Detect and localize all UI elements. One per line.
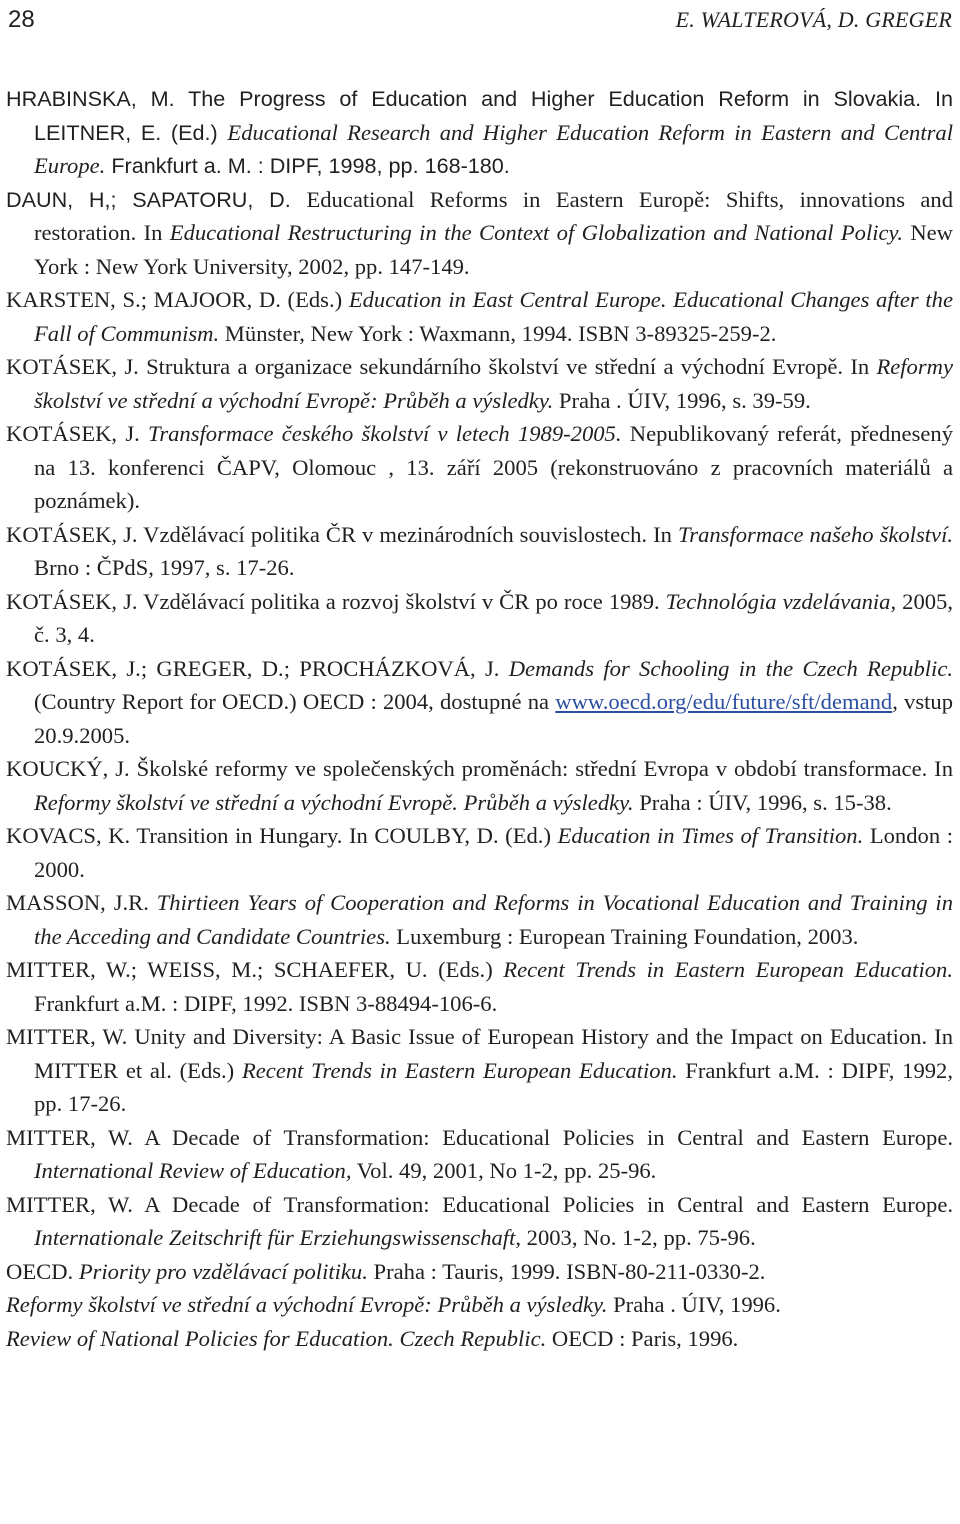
- reference-entry: MITTER, W. A Decade of Transformation: Educational Policies in Central and Eastern Europe. Internationale Zeitschrift für Erziehungswissenschaft, 2003, No. 1-2, pp. 75-96.: [6, 1191, 953, 1250]
- reference-list: [6, 82, 953, 1355]
- reference-entry: MASSON, J.R. Thirtieen Years of Cooperation and Reforms in Vocational Education and Training in the Acceding and Candidate Countries. Luxemburg : European Training Foundation, 2003.: [6, 890, 953, 949]
- reference-entry: MITTER, W. Unity and Diversity: A Basic Issue of European History and the Impact on Education. In MITTER et al. (Eds.) Recent Trends in Eastern European Education. Frankfurt a.M. : DIPF, 1992, pp. 17-26.: [6, 1024, 953, 1116]
- reference-entry: KOTÁSEK, J. Struktura a organizace sekundárního školství ve střední a východní Evropě. In Reformy školství ve střední a východní Evropě: Průběh a výsledky. Praha . ÚIV, 1996, s. 39-59.: [6, 354, 953, 413]
- reference-entry: Reformy školství ve střední a východní Evropě: Průběh a výsledky. Praha . ÚIV, 1996.: [6, 1292, 781, 1317]
- oecd-demand-link[interactable]: www.oecd.org/edu/future/sft/demand: [555, 689, 893, 714]
- reference-entry: MITTER, W. A Decade of Transformation: Educational Policies in Central and Eastern Europe. International Review of Education, Vol. 49, 2001, No 1-2, pp. 25-96.: [6, 1124, 953, 1183]
- reference-entry: KOTÁSEK, J. Vzdělávací politika ČR v mezinárodních souvislostech. In Transformace našeho školství. Brno : ČPdS, 1997, s. 17-26.: [6, 521, 953, 580]
- reference-entry: KOTÁSEK, J.; GREGER, D.; PROCHÁZKOVÁ, J. Demands for Schooling in the Czech Republic. (Country Report for OECD.) OECD : 2004, dostupné na www.oecd.org/edu/future/sft/demand, vstup 20.9.2005.: [6, 655, 953, 748]
- reference-entry: KOVACS, K. Transition in Hungary. In COULBY, D. (Ed.) Education in Times of Transition. London : 2000.: [6, 823, 953, 882]
- reference-entry: DAUN, H,; SAPATORU, D. Educational Reforms in Eastern Europě: Shifts, innovations and restoration. In Educational Restructuring in the Context of Globalization and National Policy. New York : New York University, 2002, pp. 147-149.: [6, 186, 953, 279]
- reference-entry: Review of National Policies for Education. Czech Republic. OECD : Paris, 1996.: [6, 1325, 739, 1351]
- reference-entry: MITTER, W.; WEISS, M.; SCHAEFER, U. (Eds.) Recent Trends in Eastern European Education. Frankfurt a.M. : DIPF, 1992. ISBN 3-88494-106-6.: [6, 957, 953, 1016]
- reference-entry: KOTÁSEK, J. Vzdělávací politika a rozvoj školství v ČR po roce 1989. Technológia vzdelávania, 2005, č. 3, 4.: [6, 588, 953, 647]
- reference-entry: KARSTEN, S.; MAJOOR, D. (Eds.) Education in East Central Europe. Educational Changes after the Fall of Communism. Münster, New York : Waxmann, 1994. ISBN 3-89325-259-2.: [6, 287, 953, 346]
- running-head: E. WALTEROVÁ, D. GREGER: [675, 7, 952, 32]
- reference-entry: KOTÁSEK, J. Transformace českého školství v letech 1989-2005. Nepublikovaný referát, přednesený na 13. konferenci ČAPV, Olomouc , 13. září 2005 (rekonstruováno z pracovních materiálů a poznámek).: [6, 421, 953, 513]
- reference-entry: HRABINSKA, M. The Progress of Education and Higher Education Reform in Slovakia. In LEITNER, E. (Ed.) Educational Research and Higher Education Reform in Eastern and Central Europe. Frankfurt a. M. : DIPF, 1998, pp. 168-180.: [6, 86, 954, 178]
- page-header: [0, 0, 960, 40]
- reference-entry: OECD. Priority pro vzdělávací politiku. Praha : Tauris, 1999. ISBN-80-211-0330-2.: [6, 1258, 766, 1284]
- reference-entry: KOUCKÝ, J. Školské reformy ve společenských proměnách: střední Evropa v období transformace. In Reformy školství ve střední a východní Evropě. Průběh a výsledky. Praha : ÚIV, 1996, s. 15-38.: [6, 756, 953, 815]
- page-number: 28: [8, 6, 35, 33]
